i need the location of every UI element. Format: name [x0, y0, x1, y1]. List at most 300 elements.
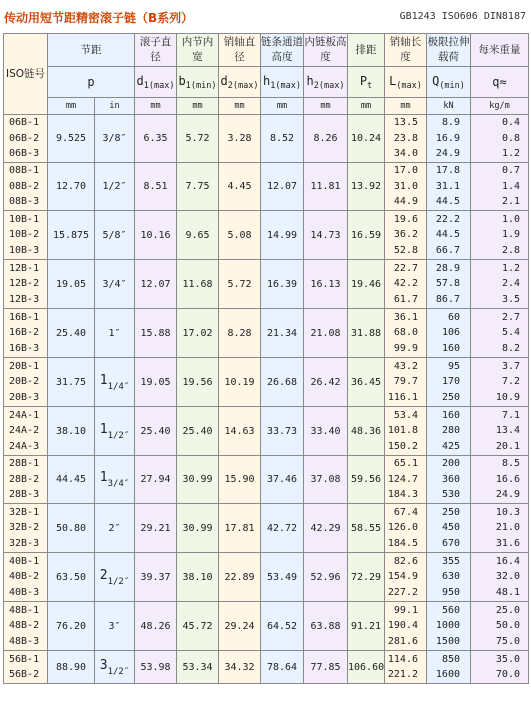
- symbol-q: $Q_{(min)}$: [427, 67, 471, 98]
- pitch-in-fraction: 3/4″: [107, 479, 130, 489]
- symbol-p: p: [48, 67, 135, 98]
- cell-row-pitch: 31.88: [348, 309, 385, 358]
- cell-weight: [471, 163, 529, 211]
- cell-pin-length-value: 13.5: [393, 117, 418, 129]
- cell-pitch-mm: 44.45: [48, 456, 95, 504]
- table-row: [4, 651, 529, 684]
- cell-pin-length: [385, 553, 427, 602]
- cell-pin-length-value: 44.9: [393, 196, 418, 208]
- cell-roller-dia: 25.40: [135, 407, 177, 456]
- cell-tensile-value: 250: [441, 506, 460, 518]
- cell-row-pitch: 106.60: [348, 651, 385, 684]
- cell-iso-value: 48B-3: [9, 635, 40, 647]
- cell-tensile-value: 355: [441, 555, 460, 567]
- cell-weight-value: 5.4: [501, 327, 520, 339]
- cell-iso-value: 28B-2: [9, 473, 40, 485]
- cell-row-pitch: 58.55: [348, 504, 385, 553]
- cell-pin-length-value: 42.2: [393, 278, 418, 290]
- cell-weight-value: 35.0: [495, 653, 520, 665]
- cell-channel-height: 8.52: [261, 115, 304, 163]
- cell-weight: [471, 115, 529, 163]
- cell-pin-length: [385, 115, 427, 163]
- pitch-in-main: 1: [99, 421, 108, 437]
- table-row: [4, 358, 529, 407]
- cell-pin-length-value: 61.7: [393, 293, 418, 305]
- cell-pin-length-value: 31.0: [393, 180, 418, 192]
- cell-tensile-value: 22.2: [435, 213, 460, 225]
- cell-tensile: [427, 602, 471, 651]
- cell-iso-value: 08B-3: [9, 196, 40, 208]
- header-tensile: 极限拉伸载荷: [427, 34, 471, 67]
- cell-weight: [471, 456, 529, 504]
- pitch-in-main: 3: [99, 657, 108, 673]
- cell-tensile-value: 170: [441, 376, 460, 388]
- cell-weight: [471, 211, 529, 260]
- cell-pitch-mm: 9.525: [48, 115, 95, 163]
- cell-plate-height: 14.73: [304, 211, 348, 260]
- cell-weight-value: 10.9: [495, 391, 520, 403]
- cell-weight-value: 10.3: [495, 506, 520, 518]
- pitch-in-fraction: 1/2″: [107, 576, 130, 587]
- pitch-in-main: 2″: [108, 522, 121, 534]
- cell-weight-value: 0.8: [501, 132, 520, 144]
- cell-pin-length-value: 114.6: [387, 653, 418, 665]
- cell-pitch-mm: 12.70: [48, 163, 95, 211]
- cell-tensile-value: 850: [441, 653, 460, 665]
- cell-iso-value: 06B-1: [9, 117, 40, 129]
- cell-pin-length-value: 17.0: [393, 165, 418, 177]
- table-row: [4, 309, 529, 358]
- cell-iso: [4, 211, 48, 260]
- cell-pitch-in: [95, 260, 135, 309]
- cell-pitch-mm: 25.40: [48, 309, 95, 358]
- cell-tensile: [427, 115, 471, 163]
- cell-tensile: [427, 211, 471, 260]
- cell-channel-height: 26.68: [261, 358, 304, 407]
- cell-iso: [4, 553, 48, 602]
- cell-pin-length-value: 34.0: [393, 148, 418, 160]
- cell-weight: [471, 260, 529, 309]
- cell-pin-length: [385, 260, 427, 309]
- cell-inner-width: 30.99: [177, 456, 219, 504]
- cell-iso-value: 10B-2: [9, 229, 40, 241]
- cell-pitch-mm: 88.90: [48, 651, 95, 684]
- pitch-in-fraction: 1/2″: [107, 430, 130, 441]
- cell-weight-value: 8.5: [501, 458, 520, 470]
- cell-iso-value: 24A-2: [9, 425, 40, 437]
- cell-plate-height: 21.08: [304, 309, 348, 358]
- cell-iso: [4, 407, 48, 456]
- cell-plate-height: 52.96: [304, 553, 348, 602]
- cell-plate-height: 11.81: [304, 163, 348, 211]
- cell-tensile-value: 66.7: [435, 244, 460, 256]
- cell-weight-value: 1.2: [501, 148, 520, 160]
- cell-pitch-mm: 38.10: [48, 407, 95, 456]
- cell-weight-value: 1.2: [501, 262, 520, 274]
- cell-pin-length-value: 65.1: [393, 458, 418, 470]
- table-row: [4, 456, 529, 504]
- cell-weight-value: 7.1: [501, 409, 520, 421]
- cell-tensile-value: 95: [447, 360, 460, 372]
- cell-iso-value: 06B-2: [9, 132, 40, 144]
- cell-pitch-mm: 76.20: [48, 602, 95, 651]
- symbol-l: $L_{(max)}$: [385, 67, 427, 98]
- cell-weight-value: 13.4: [495, 425, 520, 437]
- cell-iso: [4, 358, 48, 407]
- cell-weight-value: 2.1: [501, 196, 520, 208]
- unit-mm: mm: [48, 98, 95, 115]
- cell-iso-value: 16B-2: [9, 327, 40, 339]
- cell-pin-length-value: 36.2: [393, 229, 418, 241]
- cell-iso-value: 32B-2: [9, 522, 40, 534]
- cell-tensile-value: 670: [441, 537, 460, 549]
- cell-weight-value: 1.4: [501, 180, 520, 192]
- cell-pin-length: [385, 163, 427, 211]
- cell-row-pitch: 16.59: [348, 211, 385, 260]
- page-title: 传动用短节距精密滚子链（B系列）: [4, 11, 194, 25]
- symbol-b1: $b_{1(min)}$: [177, 67, 219, 98]
- cell-pitch-in: [95, 407, 135, 456]
- cell-tensile: [427, 504, 471, 553]
- cell-pitch-in: [95, 504, 135, 553]
- symbol-h2: $h_{2(max)}$: [304, 67, 348, 98]
- cell-weight-value: 8.2: [501, 342, 520, 354]
- cell-pin-dia: 5.08: [219, 211, 261, 260]
- cell-inner-width: 9.65: [177, 211, 219, 260]
- cell-inner-width: 45.72: [177, 602, 219, 651]
- cell-weight-value: 16.4: [495, 555, 520, 567]
- cell-tensile-value: 450: [441, 522, 460, 534]
- cell-weight-value: 50.0: [495, 620, 520, 632]
- cell-channel-height: 12.07: [261, 163, 304, 211]
- cell-roller-dia: 48.26: [135, 602, 177, 651]
- cell-tensile-value: 1500: [435, 635, 460, 647]
- cell-iso-value: 16B-3: [9, 342, 40, 354]
- cell-weight: [471, 651, 529, 684]
- cell-plate-height: 33.40: [304, 407, 348, 456]
- table-row: [4, 163, 529, 211]
- cell-weight: [471, 504, 529, 553]
- cell-row-pitch: 72.29: [348, 553, 385, 602]
- cell-pin-length: [385, 602, 427, 651]
- cell-pin-length-value: 124.7: [387, 473, 418, 485]
- cell-roller-dia: 19.05: [135, 358, 177, 407]
- cell-pin-dia: 8.28: [219, 309, 261, 358]
- cell-tensile-value: 630: [441, 571, 460, 583]
- symbol-h1: $h_{1(max)}$: [261, 67, 304, 98]
- cell-iso-value: 16B-1: [9, 311, 40, 323]
- cell-pin-length-value: 99.9: [393, 342, 418, 354]
- cell-pin-length: [385, 456, 427, 504]
- cell-pin-length: [385, 504, 427, 553]
- cell-roller-dia: 27.94: [135, 456, 177, 504]
- cell-pitch-in: [95, 309, 135, 358]
- cell-channel-height: 33.73: [261, 407, 304, 456]
- cell-tensile-value: 31.1: [435, 180, 460, 192]
- table-row: [4, 504, 529, 553]
- cell-weight-value: 16.6: [495, 473, 520, 485]
- cell-iso-value: 56B-1: [9, 653, 40, 665]
- cell-tensile-value: 28.9: [435, 262, 460, 274]
- unit-in: in: [95, 98, 135, 115]
- cell-row-pitch: 10.24: [348, 115, 385, 163]
- cell-roller-dia: 8.51: [135, 163, 177, 211]
- cell-plate-height: 42.29: [304, 504, 348, 553]
- cell-iso-value: 10B-1: [9, 213, 40, 225]
- cell-iso-value: 40B-1: [9, 555, 40, 567]
- cell-pin-dia: 4.45: [219, 163, 261, 211]
- cell-channel-height: 21.34: [261, 309, 304, 358]
- cell-weight-value: 3.5: [501, 293, 520, 305]
- cell-iso-value: 32B-1: [9, 506, 40, 518]
- unit-mm: mm: [135, 98, 177, 115]
- cell-channel-height: 42.72: [261, 504, 304, 553]
- unit-mm: mm: [348, 98, 385, 115]
- cell-pin-dia: 10.19: [219, 358, 261, 407]
- cell-iso-value: 12B-2: [9, 278, 40, 290]
- cell-iso-value: 24A-1: [9, 409, 40, 421]
- cell-pin-length: [385, 211, 427, 260]
- symbol-d1: $d_{1(max)}$: [135, 67, 177, 98]
- cell-weight-value: 75.0: [495, 635, 520, 647]
- cell-iso: [4, 651, 48, 684]
- cell-iso: [4, 115, 48, 163]
- cell-channel-height: 16.39: [261, 260, 304, 309]
- cell-weight-value: 2.8: [501, 244, 520, 256]
- cell-pin-dia: 29.24: [219, 602, 261, 651]
- cell-channel-height: 78.64: [261, 651, 304, 684]
- header-plate-height: 内链板高度: [304, 34, 348, 67]
- cell-pitch-in: [95, 115, 135, 163]
- cell-channel-height: 64.52: [261, 602, 304, 651]
- cell-pin-dia: 22.89: [219, 553, 261, 602]
- unit-mm: mm: [261, 98, 304, 115]
- pitch-in-main: 3/4″: [102, 278, 127, 290]
- header-channel-height: 链条通道高度: [261, 34, 304, 67]
- cell-row-pitch: 36.45: [348, 358, 385, 407]
- header-pin-length: 销轴长度: [385, 34, 427, 67]
- cell-roller-dia: 29.21: [135, 504, 177, 553]
- cell-plate-height: 77.85: [304, 651, 348, 684]
- cell-pin-length-value: 150.2: [387, 440, 418, 452]
- cell-iso-value: 08B-2: [9, 180, 40, 192]
- cell-iso-value: 20B-1: [9, 360, 40, 372]
- cell-iso-value: 20B-2: [9, 376, 40, 388]
- cell-tensile: [427, 651, 471, 684]
- cell-weight: [471, 407, 529, 456]
- cell-pin-length-value: 53.4: [393, 409, 418, 421]
- cell-inner-width: 53.34: [177, 651, 219, 684]
- table-row: [4, 553, 529, 602]
- cell-iso-value: 32B-3: [9, 537, 40, 549]
- cell-channel-height: 37.46: [261, 456, 304, 504]
- cell-roller-dia: 10.16: [135, 211, 177, 260]
- cell-pin-length-value: 82.6: [393, 555, 418, 567]
- cell-tensile-value: 530: [441, 489, 460, 501]
- cell-iso-value: 28B-3: [9, 489, 40, 501]
- cell-pin-length: [385, 309, 427, 358]
- cell-plate-height: 16.13: [304, 260, 348, 309]
- pitch-in-main: 1: [99, 372, 108, 388]
- cell-pin-dia: 34.32: [219, 651, 261, 684]
- pitch-in-main: 3″: [108, 620, 121, 632]
- cell-pin-length-value: 43.2: [393, 360, 418, 372]
- pitch-in-fraction: 1/2″: [107, 666, 130, 677]
- cell-pin-length-value: 116.1: [387, 391, 418, 403]
- cell-pitch-in: [95, 211, 135, 260]
- cell-tensile-value: 280: [441, 425, 460, 437]
- cell-weight: [471, 602, 529, 651]
- cell-tensile: [427, 260, 471, 309]
- cell-inner-width: 7.75: [177, 163, 219, 211]
- cell-pitch-in: [95, 163, 135, 211]
- cell-row-pitch: 91.21: [348, 602, 385, 651]
- table-row: [4, 602, 529, 651]
- cell-row-pitch: 59.56: [348, 456, 385, 504]
- cell-pitch-in: [95, 456, 135, 504]
- cell-pin-length: [385, 407, 427, 456]
- cell-iso-value: 48B-1: [9, 604, 40, 616]
- cell-tensile: [427, 456, 471, 504]
- cell-tensile: [427, 163, 471, 211]
- header-pin-dia: 销轴直径: [219, 34, 261, 67]
- cell-pin-length: [385, 358, 427, 407]
- cell-pin-length-value: 184.3: [387, 489, 418, 501]
- cell-pin-length-value: 154.9: [387, 571, 418, 583]
- cell-tensile: [427, 358, 471, 407]
- cell-weight-value: 0.4: [501, 117, 520, 129]
- cell-iso-value: 48B-2: [9, 620, 40, 632]
- cell-pitch-in: [95, 651, 135, 684]
- pitch-in-main: 1: [99, 470, 108, 485]
- cell-iso: [4, 456, 48, 504]
- cell-pin-length-value: 101.8: [387, 425, 418, 437]
- cell-pin-length-value: 184.5: [387, 537, 418, 549]
- cell-tensile-value: 17.8: [435, 165, 460, 177]
- cell-weight: [471, 553, 529, 602]
- cell-weight-value: 21.0: [495, 522, 520, 534]
- cell-tensile-value: 44.5: [435, 229, 460, 241]
- table-row: [4, 260, 529, 309]
- cell-tensile-value: 16.9: [435, 132, 460, 144]
- cell-iso-value: 10B-3: [9, 244, 40, 256]
- cell-pitch-mm: 50.80: [48, 504, 95, 553]
- symbol-d2: $d_{2(max)}$: [219, 67, 261, 98]
- cell-roller-dia: 53.98: [135, 651, 177, 684]
- cell-tensile: [427, 309, 471, 358]
- cell-plate-height: 37.08: [304, 456, 348, 504]
- cell-tensile-value: 106: [441, 327, 460, 339]
- cell-tensile-value: 57.8: [435, 278, 460, 290]
- cell-weight: [471, 309, 529, 358]
- cell-inner-width: 25.40: [177, 407, 219, 456]
- pitch-in-main: 3/8″: [102, 133, 127, 144]
- cell-weight-value: 0.7: [501, 165, 520, 177]
- cell-pin-dia: 3.28: [219, 115, 261, 163]
- cell-pin-length-value: 68.0: [393, 327, 418, 339]
- cell-pin-dia: 14.63: [219, 407, 261, 456]
- cell-pin-length-value: 23.8: [393, 132, 418, 144]
- cell-pin-length: [385, 651, 427, 684]
- cell-pin-length-value: 79.7: [393, 376, 418, 388]
- cell-weight-value: 3.7: [501, 360, 520, 372]
- cell-pin-length-value: 52.8: [393, 244, 418, 256]
- cell-iso-value: 12B-3: [9, 293, 40, 305]
- cell-iso: [4, 260, 48, 309]
- table-row: [4, 407, 529, 456]
- cell-iso-value: 28B-1: [9, 458, 40, 470]
- cell-plate-height: 63.88: [304, 602, 348, 651]
- cell-iso-value: 20B-3: [9, 391, 40, 403]
- cell-inner-width: 38.10: [177, 553, 219, 602]
- cell-pin-dia: 5.72: [219, 260, 261, 309]
- unit-kn: kN: [427, 98, 471, 115]
- cell-tensile-value: 160: [441, 409, 460, 421]
- symbol-q-weight: q≈: [471, 67, 529, 98]
- cell-inner-width: 30.99: [177, 504, 219, 553]
- cell-tensile-value: 200: [441, 458, 460, 470]
- cell-tensile-value: 160: [441, 342, 460, 354]
- cell-roller-dia: 15.88: [135, 309, 177, 358]
- cell-pin-length-value: 19.6: [393, 213, 418, 225]
- cell-pin-length-value: 190.4: [387, 620, 418, 632]
- cell-inner-width: 5.72: [177, 115, 219, 163]
- cell-tensile-value: 24.9: [435, 148, 460, 160]
- cell-tensile-value: 1600: [435, 669, 460, 680]
- cell-pitch-mm: 63.50: [48, 553, 95, 602]
- cell-weight-value: 1.0: [501, 213, 520, 225]
- cell-iso-value: 06B-3: [9, 148, 40, 160]
- pitch-in-main: 5/8″: [102, 229, 127, 241]
- cell-iso-value: 56B-2: [9, 669, 40, 680]
- cell-weight-value: 20.1: [495, 440, 520, 452]
- pitch-in-main: 2: [99, 567, 108, 583]
- cell-tensile-value: 44.5: [435, 196, 460, 208]
- cell-tensile-value: 950: [441, 586, 460, 598]
- cell-tensile-value: 8.9: [441, 117, 460, 129]
- cell-channel-height: 53.49: [261, 553, 304, 602]
- cell-weight-value: 2.7: [501, 311, 520, 323]
- pitch-in-fraction: 1/4″: [107, 381, 130, 392]
- cell-weight-value: 1.9: [501, 229, 520, 241]
- cell-iso: [4, 504, 48, 553]
- cell-pitch-mm: 15.875: [48, 211, 95, 260]
- pitch-in-main: 1″: [108, 327, 121, 339]
- cell-plate-height: 26.42: [304, 358, 348, 407]
- cell-roller-dia: 6.35: [135, 115, 177, 163]
- header-roller-dia: 滚子直径: [135, 34, 177, 67]
- cell-pin-length-value: 22.7: [393, 262, 418, 274]
- cell-tensile: [427, 407, 471, 456]
- header-weight: 每米重量: [471, 34, 529, 67]
- header-inner-width: 内节内宽: [177, 34, 219, 67]
- cell-iso-value: 12B-1: [9, 262, 40, 274]
- cell-weight-value: 7.2: [501, 376, 520, 388]
- cell-iso-value: 08B-1: [9, 165, 40, 177]
- cell-pitch-in: [95, 602, 135, 651]
- cell-pin-length-value: 67.4: [393, 506, 418, 518]
- cell-iso-value: 40B-2: [9, 571, 40, 583]
- cell-tensile-value: 560: [441, 604, 460, 616]
- header-row-pitch: 排距: [348, 34, 385, 67]
- cell-pitch-mm: 31.75: [48, 358, 95, 407]
- cell-inner-width: 11.68: [177, 260, 219, 309]
- cell-row-pitch: 19.46: [348, 260, 385, 309]
- standards-label: GB1243 ISO606 DIN8187: [399, 11, 526, 22]
- cell-weight-value: 70.0: [495, 669, 520, 680]
- cell-pitch-in: [95, 553, 135, 602]
- cell-inner-width: 17.02: [177, 309, 219, 358]
